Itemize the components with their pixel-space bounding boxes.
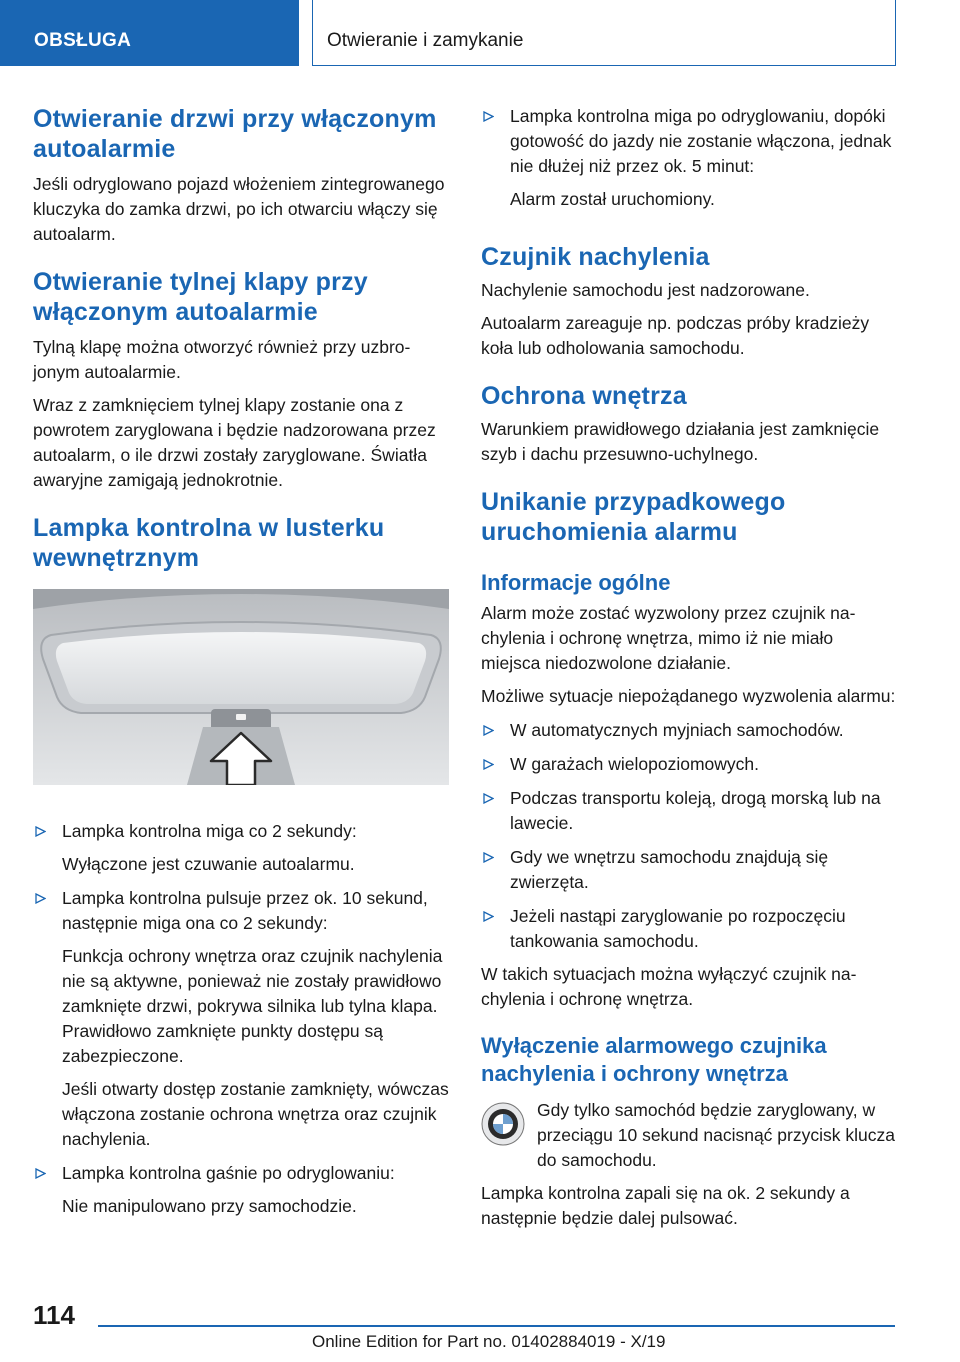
triangle-bullet-icon <box>35 893 46 904</box>
page-number: 114 <box>33 1300 75 1330</box>
paragraph-deactivate-hint: W takich sytuacjach można wyłączyć czujnik nachylenia i ochronę wnętrza. <box>481 964 857 1009</box>
mirror-illustration <box>33 589 449 785</box>
heading-tilt-sensor: Czujnik nachylenia <box>481 243 710 271</box>
heading-mirror-lamp: Lampka kontrolna w lusterku wewnętrznym <box>33 514 385 572</box>
list-item: Jeżeli nastąpi zaryglowanie po rozpoczęciu tankowania samochodu. <box>481 904 897 954</box>
subheading-deactivate: Wyłączenie alarmowego czujnika nachylenia i ochrony wnętrza <box>481 1033 827 1086</box>
list-item: Lampka kontrolna miga po odryglowaniu, dopóki gotowość do jazdy nie zostanie włączona, jednak nie dłużej niż przez ok. 5 minut: Alarm został uruchomiony. <box>481 104 897 212</box>
heading-tailgate-alarm: Otwieranie tylnej klapy przy włączonym autoalarmie <box>33 268 368 326</box>
list-item: W automatycznych myjniach samochodów. <box>481 718 897 743</box>
triangle-bullet-icon <box>483 725 494 736</box>
list-item: Lampka kontrolna pulsuje przez ok. 10 sekund, następnie miga ona co 2 sekundy: Funkcja ochrony wnętrza oraz czujnik nachylenia nie są aktywne, ponieważ nie zostały prawidłowo zamknięte drzwi, pokrywa silnika lub tylna klapa. Prawidłowo zamknięte punkty dostępu są zabezpieczone. Jeśli otwarty dostęp zostanie zamknięty, wówczas włączona zostanie ochrona wnętrza oraz czujnik nachylenia. <box>33 886 449 1152</box>
triangle-bullet-icon <box>483 759 494 770</box>
paragraph-doors-alarm: Jeśli odryglowano pojazd włożeniem zintegrowanego kluczyka do zamka drzwi, po ich otwarciu włączy się autoalarm. <box>33 174 445 244</box>
paragraph-tailgate-2: Wraz z zamknięciem tylnej klapy zostanie ona z powrotem zaryglowana i będzie nadzorowana przez autoalarm, o ile drzwi zostały zaryglowane. Światła awaryjne zamigają jednokrotnie. <box>33 395 436 490</box>
section-tab: OBSŁUGA <box>0 0 299 66</box>
heading-interior-protection: Ochrona wnętrza <box>481 382 687 410</box>
header-divider <box>312 0 313 66</box>
subheading-general-info: Informacje ogólne <box>481 570 671 595</box>
list-item: W garażach wielopoziomowych. <box>481 752 897 777</box>
triangle-bullet-icon <box>483 793 494 804</box>
chapter-title: Otwieranie i zamykanie <box>327 30 524 51</box>
triangle-bullet-icon <box>35 1168 46 1179</box>
paragraph-tilt-1: Nachylenie samochodu jest nadzorowane. <box>481 280 810 300</box>
list-item: Lampka kontrolna gaśnie po odryglowaniu: Nie manipulowano przy samochodzie. <box>33 1161 449 1219</box>
paragraph-deactivate-2: Lampka kontrolna zapali się na ok. 2 sekundy a następnie będzie dalej pulsować. <box>481 1183 850 1228</box>
list-item: Lampka kontrolna miga co 2 sekundy: Wyłączone jest czuwanie autoalarmu. <box>33 819 449 877</box>
paragraph-tilt-2: Autoalarm zareaguje np. podczas próby kradzieży koła lub odholowania samochodu. <box>481 313 870 358</box>
triangle-bullet-icon <box>483 111 494 122</box>
false-alarm-list <box>481 718 897 954</box>
right-column <box>481 104 897 1231</box>
left-column <box>33 104 449 1219</box>
header-underline <box>312 65 896 66</box>
footer-edition: Online Edition for Part no. 01402884019 - X/19 <box>312 1332 666 1351</box>
list-item: Podczas transportu koleją, drogą morską lub na lawecie. <box>481 786 897 836</box>
paragraph-deactivate-1: Gdy tylko samochód będzie zaryglowany, w przeciągu 10 sekund nacisnąć przycisk klucza do samochodu. <box>537 1100 895 1170</box>
right-lamp-list <box>481 104 897 212</box>
key-instruction <box>481 1098 897 1173</box>
header-right-border <box>895 0 896 66</box>
triangle-bullet-icon <box>35 826 46 837</box>
paragraph-tailgate-1: Tylną klapę można otworzyć również przy uzbrojonym autoalarmie. <box>33 337 411 382</box>
paragraph-general-2: Możliwe sytuacje niepożądanego wyzwolenia alarmu: <box>481 686 896 706</box>
paragraph-general-1: Alarm może zostać wyzwolony przez czujnik nachylenia i ochronę wnętrza, mimo iż nie miało miejsca niedozwolone działanie. <box>481 603 856 673</box>
heading-avoid-false-alarm: Unikanie przypadkowego uruchomienia alarmu <box>481 488 786 546</box>
list-item: Gdy we wnętrzu samochodu znajdują się zwierzęta. <box>481 845 897 895</box>
bmw-key-button-icon <box>481 1102 525 1146</box>
footer-divider <box>98 1325 895 1327</box>
paragraph-interior: Warunkiem prawidłowego działania jest zamknięcie szyb i dachu przesuwno-uchylnego. <box>481 419 880 464</box>
triangle-bullet-icon <box>483 852 494 863</box>
heading-doors-alarm: Otwieranie drzwi przy włączonym autoalarmie <box>33 105 437 163</box>
left-lamp-list <box>33 819 449 1219</box>
triangle-bullet-icon <box>483 911 494 922</box>
